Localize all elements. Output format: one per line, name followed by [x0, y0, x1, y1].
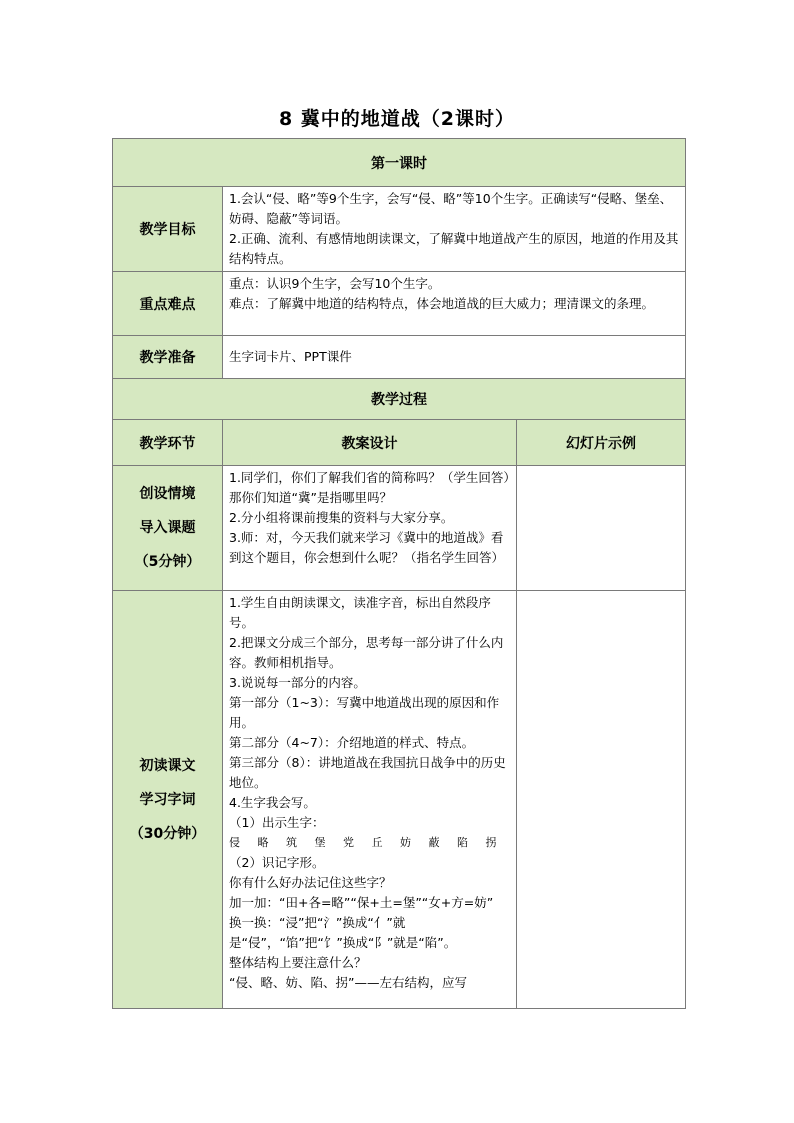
design-line: 第一部分（1~3）：写冀中地道战出现的原因和作用。 — [229, 695, 500, 730]
stage-name-line: 学习字词 — [139, 791, 196, 808]
goals-line: 1.会认“侵、略”等9个生字，会写“侵、略”等10个生字。正确读写“侵略、堡垒、妨碍、隐蔽”等词语。 — [229, 191, 673, 226]
stage-name-line: （5分钟） — [134, 554, 201, 570]
stage-design — [223, 591, 517, 1009]
lesson-plan-table — [112, 138, 686, 1009]
stage-name-line: （30分钟） — [129, 825, 206, 842]
stage-slides — [517, 591, 686, 1009]
goals-content — [223, 187, 686, 272]
design-line: 2.分小组将课前搜集的资料与大家分享。 — [229, 510, 454, 525]
stage-name-line: 初读课文 — [139, 757, 196, 774]
stage-name — [113, 466, 223, 591]
stage-design — [223, 466, 517, 591]
column-header-stage: 教学环节 — [113, 420, 223, 466]
key-points-label: 重点难点 — [113, 272, 223, 336]
document-title: 8 冀中的地道战（2课时） — [278, 108, 516, 130]
stage-name-line: 创设情境 — [139, 486, 196, 502]
stage-slides — [517, 466, 686, 591]
lesson-header: 第一课时 — [113, 139, 686, 187]
design-line: 你有什么好办法记住这些字？ — [229, 875, 392, 890]
design-line: 整体结构上要注意什么？ — [229, 955, 367, 970]
design-line: 换一换：“浸”把“氵”换成“亻”就是“侵”，“馅”把“饣”换成“阝”就是“陷”。 — [229, 915, 457, 950]
design-line: 4.生字我会写。 — [229, 795, 316, 810]
design-line: 第二部分（4~7）：介绍地道的样式、特点。 — [229, 735, 475, 750]
stage-name-line: 导入课题 — [139, 520, 196, 536]
new-characters: 侵 略 筑 堡 党 丘 妨 蔽 陷 拐 — [229, 836, 504, 849]
design-line: 3.师：对，今天我们就来学习《冀中的地道战》看到这个题目，你会想到什么呢？（指名学生回答） — [229, 530, 505, 565]
design-line: 2.把课文分成三个部分，思考每一部分讲了什么内容。教师相机指导。 — [229, 635, 504, 670]
prep-content: 生字词卡片、PPT课件 — [223, 336, 686, 379]
key-points-line: 难点：了解冀中地道的结构特点，体会地道战的巨大威力；理清课文的条理。 — [229, 296, 655, 311]
design-line: 3.说说每一部分的内容。 — [229, 675, 366, 690]
column-header-slides: 幻灯片示例 — [517, 420, 686, 466]
process-header: 教学过程 — [113, 379, 686, 420]
design-line: 1.学生自由朗读课文，读准字音，标出自然段序号。 — [229, 595, 491, 630]
design-line: “侵、略、妨、陷、拐”——左右结构，应写 — [229, 975, 467, 990]
goals-label: 教学目标 — [113, 187, 223, 272]
design-line: 第三部分（8）：讲地道战在我国抗日战争中的历史地位。 — [229, 755, 506, 790]
prep-label: 教学准备 — [113, 336, 223, 379]
stage-name — [113, 591, 223, 1009]
design-line: （2）识记字形。 — [229, 855, 325, 870]
column-header-design: 教案设计 — [223, 420, 517, 466]
key-points-content — [223, 272, 686, 336]
design-line: 1.同学们，你们了解我们省的简称吗？（学生回答）那你们知道“冀”是指哪里吗？ — [229, 470, 510, 505]
key-points-line: 重点：认识9个生字，会写10个生字。 — [229, 276, 441, 291]
design-line: 加一加：“田+各=略”“保+土=堡”“女+方=妨” — [229, 895, 494, 910]
goals-line: 2.正确、流利、有感情地朗读课文，了解冀中地道战产生的原因，地道的作用及其结构特点。 — [229, 231, 679, 266]
design-line: （1）出示生字： — [229, 815, 325, 830]
